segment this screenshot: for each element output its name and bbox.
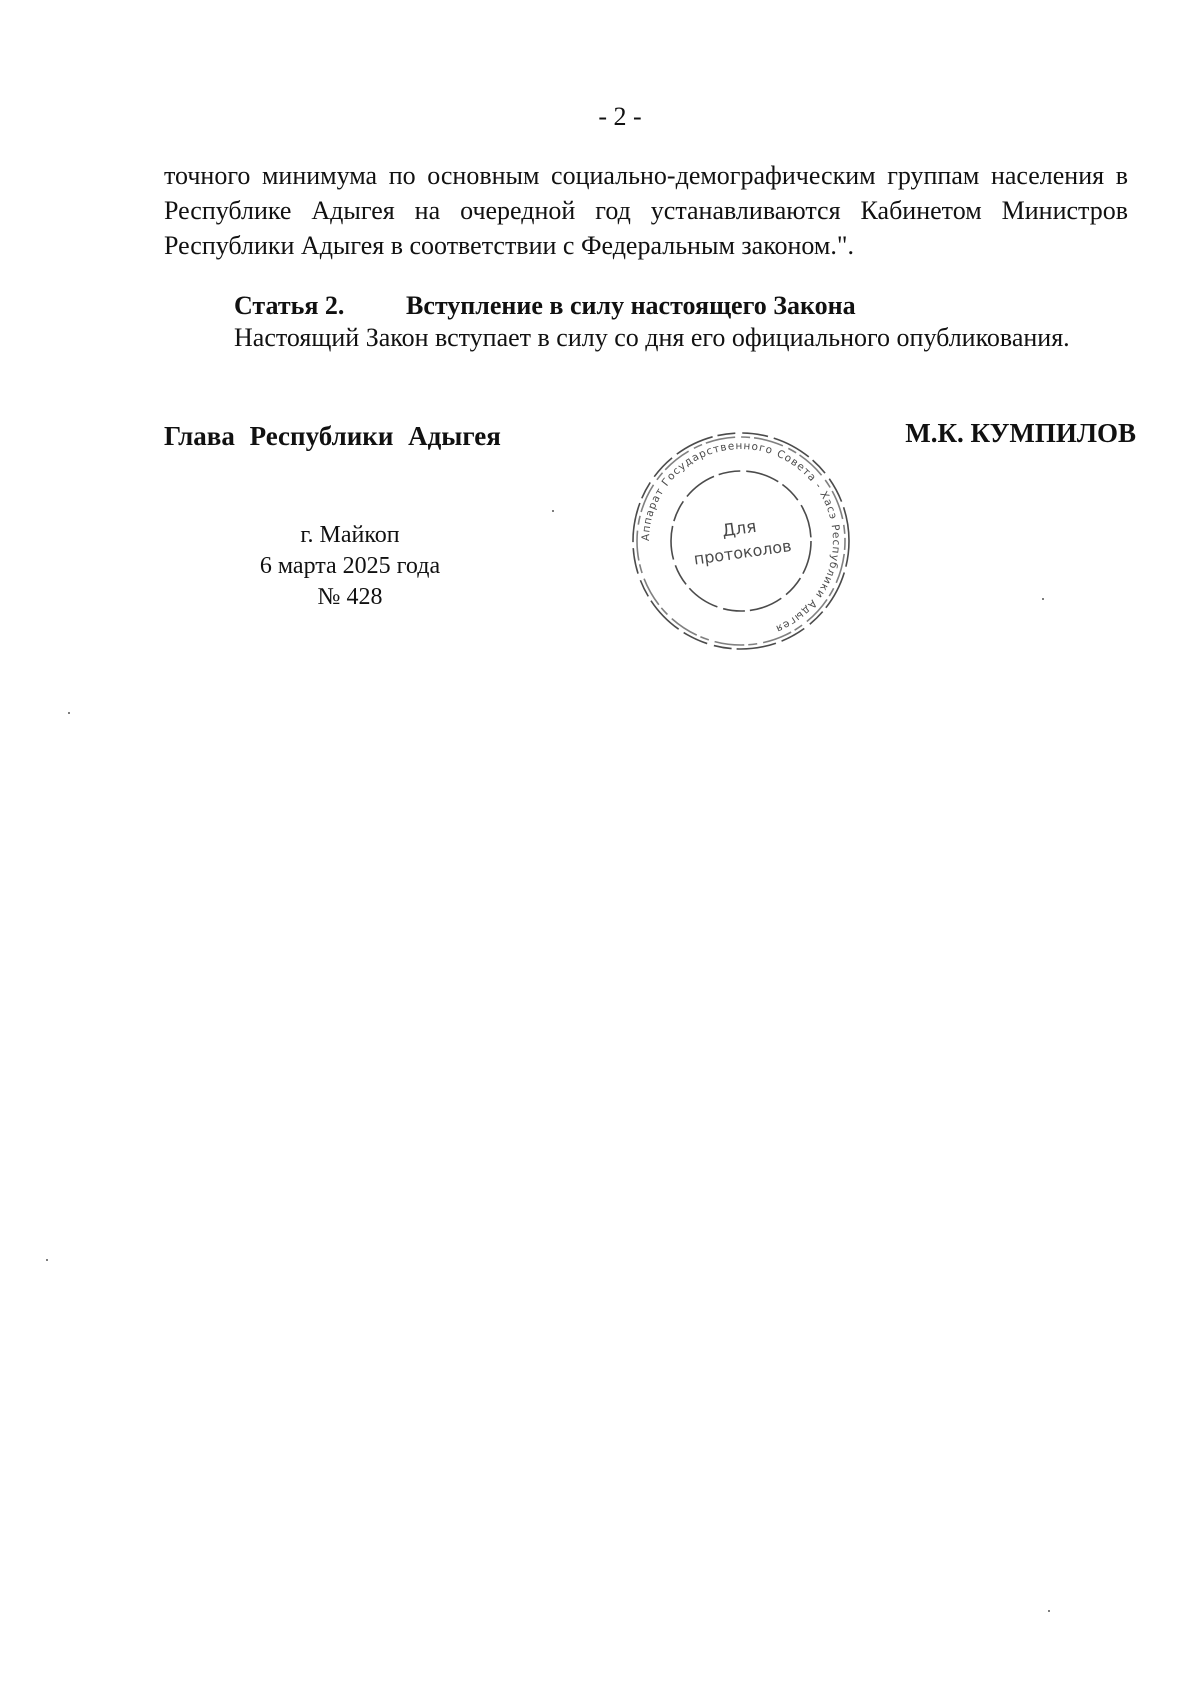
scan-speck	[46, 1259, 48, 1261]
city: г. Майкоп	[300, 522, 400, 548]
signatory-title: Глава Республики Адыгея	[164, 421, 501, 451]
seal-ring-textpath: Аппарат Государственного Совета - Хасэ Республики Адыгея	[639, 439, 843, 636]
article-heading	[234, 291, 856, 321]
law-number: № 428	[317, 584, 383, 610]
article-title: Вступление в силу настоящего Закона	[406, 291, 856, 320]
scan-speck	[68, 712, 70, 714]
article-text: Настоящий Закон вступает в силу со дня его официального опубликования.	[234, 323, 1070, 352]
seal-center-text-1: Для	[720, 516, 758, 542]
seal-center-text-2: протоколов	[692, 536, 793, 569]
scan-speck	[552, 510, 554, 512]
scan-speck	[1042, 598, 1044, 600]
place-date-block	[240, 520, 460, 613]
paragraph-continuation: точного минимума по основным социально-демографическим группам населения в Республике Адыгея на очередной год устанавливаются Кабинетом Министров Республики Адыгея в соответствии с Федеральным законом.".	[164, 161, 1128, 260]
signatory-name: М.К. КУМПИЛОВ	[905, 418, 1136, 448]
seal-outer-ring-2	[637, 437, 845, 645]
scan-speck	[1048, 1610, 1050, 1612]
article-number: Статья 2.	[234, 291, 345, 320]
official-seal	[624, 424, 858, 658]
seal-outer-ring	[633, 433, 849, 649]
date: 6 марта 2025 года	[259, 553, 441, 579]
page-number: - 2 -	[598, 102, 642, 131]
